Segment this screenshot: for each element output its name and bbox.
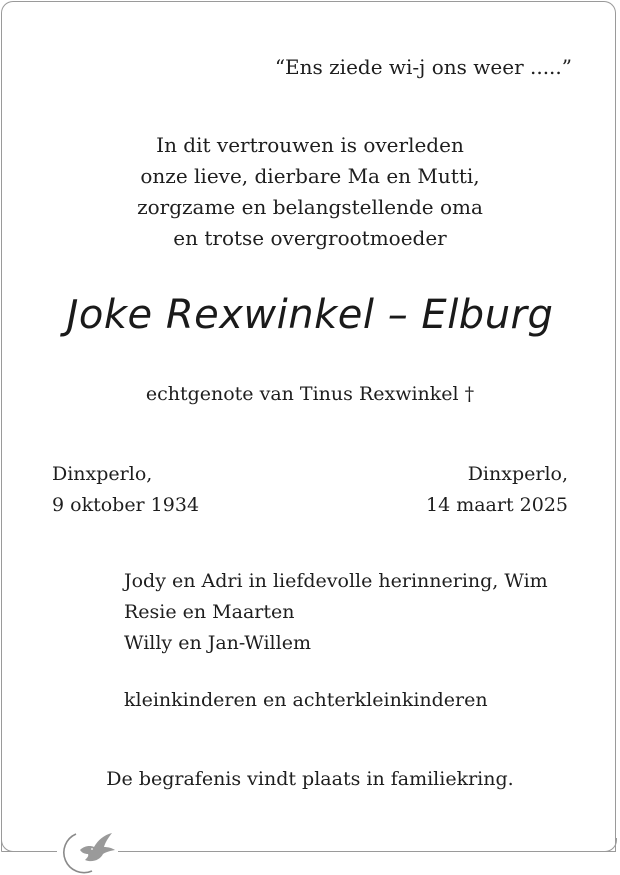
intro-line: onze lieve, dierbare Ma en Mutti,	[140, 164, 480, 188]
spouse-line: echtgenote van Tinus Rexwinkel †	[145, 383, 475, 405]
death-place: Dinxperlo,	[467, 463, 568, 485]
birth-date: 9 oktober 1934	[52, 494, 200, 516]
family-line: Willy en Jan-Willem	[124, 632, 311, 654]
family-list	[124, 566, 548, 659]
card-bottom-border-right	[118, 851, 616, 852]
grandchildren-line: kleinkinderen en achterkleinkinderen	[124, 689, 488, 711]
intro-line: zorgzame en belangstellende oma	[137, 195, 483, 219]
funeral-notice: De begrafenis vindt plaats in familiekring.	[106, 768, 514, 790]
intro-text	[0, 130, 620, 254]
motto-quote: “Ens ziede wi-j ons weer .....”	[274, 55, 572, 79]
death-date: 14 maart 2025	[426, 494, 568, 516]
intro-line: en trotse overgrootmoeder	[173, 226, 447, 250]
deceased-name: Joke Rexwinkel – Elburg	[66, 292, 554, 338]
birth-place: Dinxperlo,	[52, 463, 153, 485]
family-line: Jody en Adri in liefdevolle herinnering, Wim	[124, 570, 548, 592]
birth-info	[52, 459, 199, 521]
family-line: Resie en Maarten	[124, 601, 295, 623]
dove-icon	[58, 826, 118, 874]
death-info	[426, 459, 568, 521]
notice-card-border	[1, 1, 616, 851]
intro-line: In dit vertrouwen is overleden	[156, 133, 464, 157]
card-bottom-border-left	[1, 851, 57, 852]
